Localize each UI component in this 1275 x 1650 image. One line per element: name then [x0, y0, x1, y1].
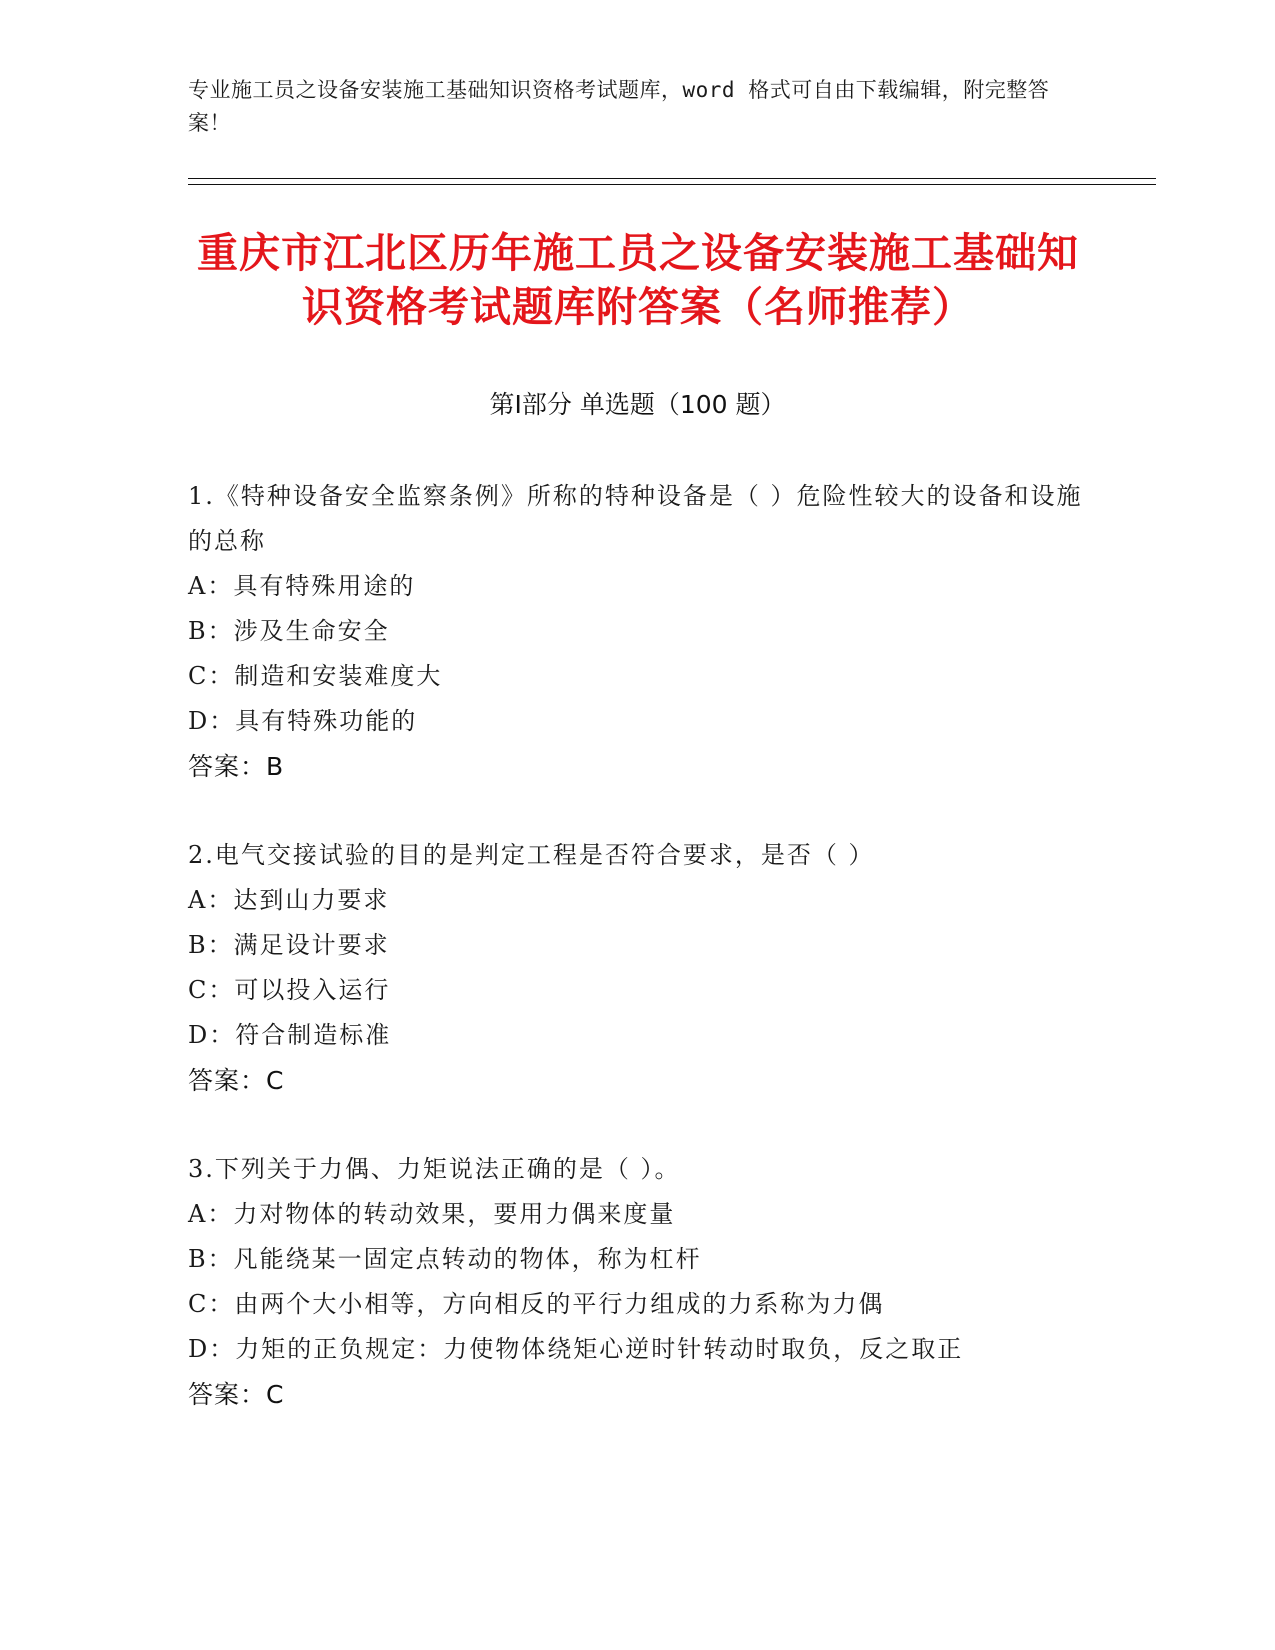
option-c: C：制造和安装难度大	[188, 662, 443, 690]
option-d: D：具有特殊功能的	[188, 707, 418, 735]
option-b: B：涉及生命安全	[188, 617, 390, 645]
option-c: C：由两个大小相等，方向相反的平行力组成的力系称为力偶	[188, 1290, 885, 1318]
question-text: 2.电气交接试验的目的是判定工程是否符合要求，是否（ ）	[188, 841, 875, 869]
header-divider-top	[188, 178, 1156, 179]
header-note: 专业施工员之设备安装施工基础知识资格考试题库，word 格式可自由下载编辑，附完整答案！	[188, 78, 1050, 135]
question-text: 1.《特种设备安全监察条例》所称的特种设备是（ ）危险性较大的设备和设施的总称	[188, 482, 1083, 555]
option-c: C：可以投入运行	[188, 976, 391, 1004]
question-3	[188, 1147, 1088, 1417]
option-d: D：符合制造标准	[188, 1021, 392, 1049]
question-1	[188, 474, 1088, 789]
option-b: B：满足设计要求	[188, 931, 390, 959]
answer: 答案：B	[188, 752, 285, 781]
document-title: 重庆市江北区历年施工员之设备安装施工基础知识资格考试题库附答案（名师推荐）	[197, 229, 1079, 331]
answer: 答案：C	[188, 1380, 285, 1409]
question-2	[188, 833, 1088, 1103]
header-divider-bottom	[188, 184, 1156, 185]
answer: 答案：C	[188, 1066, 285, 1095]
section-title: 第Ⅰ部分 单选题（100 题）	[489, 390, 786, 419]
option-a: A：力对物体的转动效果，要用力偶来度量	[188, 1200, 676, 1228]
question-text: 3.下列关于力偶、力矩说法正确的是（ ）。	[188, 1155, 681, 1183]
question-list	[188, 474, 1088, 1461]
option-b: B：凡能绕某一固定点转动的物体，称为杠杆	[188, 1245, 702, 1273]
option-d: D：力矩的正负规定：力使物体绕矩心逆时针转动时取负，反之取正	[188, 1335, 964, 1363]
option-a: A：达到山力要求	[188, 886, 390, 914]
option-a: A：具有特殊用途的	[188, 572, 416, 600]
